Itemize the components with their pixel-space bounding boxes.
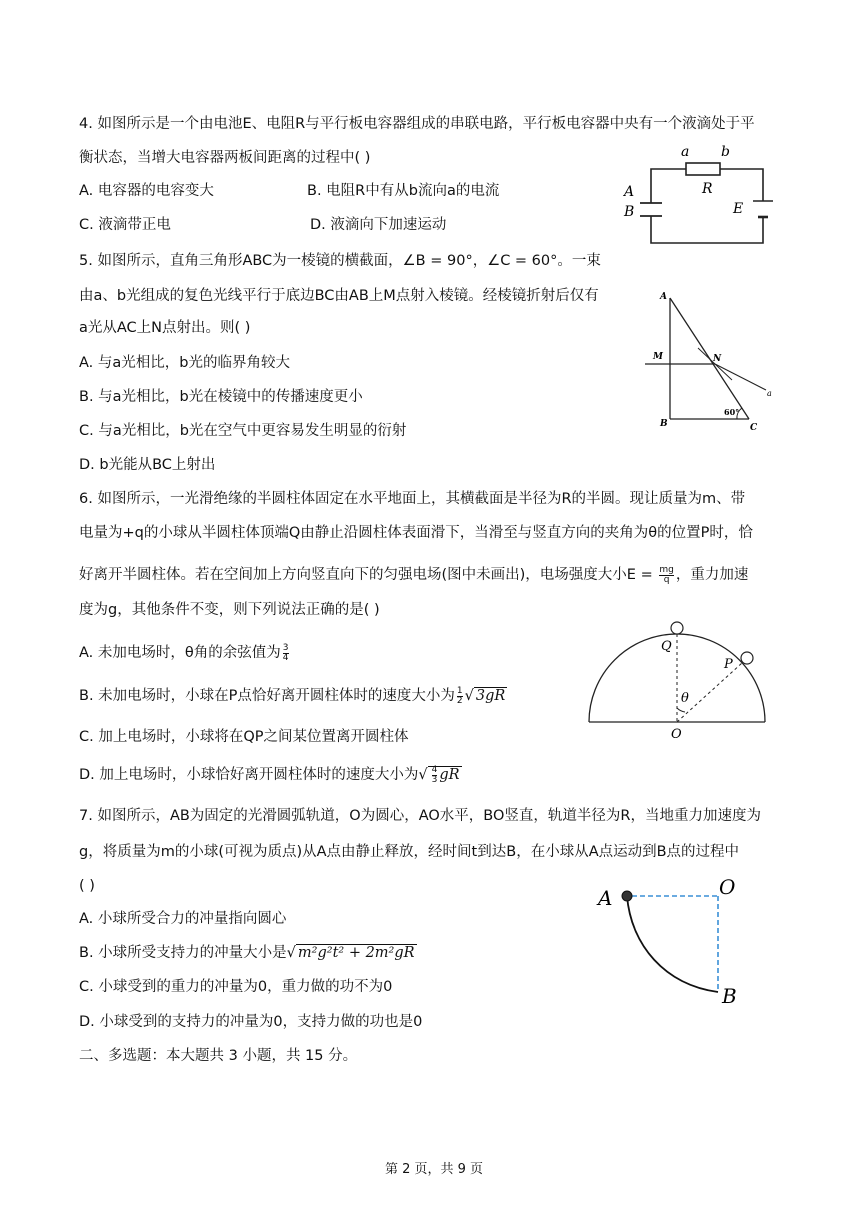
q4-option-a: A. 电容器的电容变大 — [79, 183, 214, 199]
q4-option-b: B. 电阻R中有从b流向a的电流 — [307, 183, 500, 199]
q4-circuit-diagram — [620, 140, 780, 248]
q6-option-b-radical: 3gR — [475, 688, 506, 704]
q5-option-c: C. 与a光相比，b光在空气中更容易发生明显的衍射 — [79, 423, 407, 439]
q5-label-c-vertex: C — [750, 423, 758, 433]
q5-option-a: A. 与a光相比，b光的临界角较大 — [79, 355, 290, 371]
q7-option-c: C. 小球受到的重力的冲量为0，重力做的功不为0 — [79, 979, 393, 995]
q6-stem-line3-text: 好离开半圆柱体。若在空间加上方向竖直向下的匀强电场(图中未画出)，电场强度大小E = — [79, 567, 658, 583]
q5-label-m: M — [653, 352, 663, 362]
q6-stem-line4: 度为g，其他条件不变，则下列说法正确的是( ) — [79, 602, 380, 618]
q7-label-o: O — [719, 875, 736, 899]
q6-option-c: C. 加上电场时，小球将在QP之间某位置离开圆柱体 — [79, 729, 409, 745]
q7-option-a: A. 小球所受合力的冲量指向圆心 — [79, 911, 287, 927]
q4-stem-line1: 4. 如图所示是一个由电池E、电阻R与平行板电容器组成的串联电路，平行板电容器中央有一个液滴处于平 — [79, 116, 755, 132]
q4-option-d: D. 液滴向下加速运动 — [310, 217, 447, 233]
q7-option-d: D. 小球受到的支持力的冲量为0，支持力做的功也是0 — [79, 1014, 423, 1030]
q7-option-b-radical: m²g²t² + 2m²gR — [297, 945, 415, 961]
q6-field-fraction: $\frac{mg}{q}$ — [659, 564, 674, 585]
q6-label-p: P — [724, 657, 733, 672]
q5-label-angle: 60° — [724, 407, 740, 417]
q4-option-c: C. 液滴带正电 — [79, 217, 171, 233]
q7-option-b: B. 小球所受支持力的冲量大小是√ m²g²t² + 2m²gR — [79, 945, 415, 961]
q6-option-b: B. 未加电场时，小球在P点恰好离开圆柱体时的速度大小为 $\frac{1}{2}$ √ 3gR — [79, 685, 506, 706]
q4-label-b: b — [721, 144, 730, 160]
q7-label-a: A — [598, 886, 613, 910]
q5-prism-diagram — [640, 285, 780, 435]
q7-arc-diagram — [593, 873, 753, 1013]
q5-option-d: D. b光能从BC上射出 — [79, 457, 216, 473]
q7-stem-line3: ( ) — [79, 878, 95, 894]
q5-label-b-vertex: B — [660, 419, 668, 429]
q6-label-o: O — [671, 727, 682, 742]
q6-label-q: Q — [661, 639, 672, 654]
q6-stem-line2: 电量为+q的小球从半圆柱体顶端Q由静止沿圆柱体表面滑下，当滑至与竖直方向的夹角为θ的位置P时，恰 — [79, 525, 753, 541]
q5-stem-line3: a光从AC上N点射出。则( ) — [79, 320, 251, 336]
q6-option-b-fraction: $\frac{1}{2}$ — [456, 685, 463, 706]
q6-label-theta: θ — [681, 691, 689, 706]
q4-label-plate-a: A — [624, 184, 635, 200]
section-heading: 二、多选题：本大题共 3 小题，共 15 分。 — [79, 1048, 358, 1064]
q4-label-a: a — [681, 144, 690, 160]
q4-label-plate-b: B — [624, 204, 635, 220]
q4-label-r: R — [702, 181, 713, 197]
q6-semicircle-diagram — [585, 620, 785, 745]
q7-stem-line2: g，将质量为m的小球(可视为质点)从A点由静止释放，经时间t到达B，在小球从A点运动到B点的过程中 — [79, 844, 740, 860]
q6-stem-line3 — [79, 565, 748, 585]
q5-label-a-vertex: A — [660, 292, 667, 302]
q6-stem-line3-tail: ，重力加速 — [675, 567, 749, 583]
q6-option-d: D. 加上电场时，小球恰好离开圆柱体时的速度大小为√ $\frac{4}{3}$ gR — [79, 764, 460, 785]
q5-stem-line1: 5. 如图所示，直角三角形ABC为一棱镜的横截面，∠B = 90°，∠C = 60°。一束 — [79, 253, 601, 269]
q4-stem-line2: 衡状态，当增大电容器两板间距离的过程中( ) — [79, 150, 371, 166]
q5-label-ray-a: a — [767, 389, 772, 398]
q4-label-e: E — [733, 201, 744, 217]
q7-stem-line1: 7. 如图所示，AB为固定的光滑圆弧轨道，O为圆心，AO水平，BO竖直，轨道半径为R，当地重力加速度为 — [79, 808, 761, 824]
q6-option-a-fraction: $\frac{3}{4}$ — [282, 642, 289, 663]
q5-option-b: B. 与a光相比，b光在棱镜中的传播速度更小 — [79, 389, 363, 405]
q6-stem-line1: 6. 如图所示，一光滑绝缘的半圆柱体固定在水平地面上，其横截面是半径为R的半圆。现让质量为m、带 — [79, 491, 746, 507]
page-footer: 第 2 页，共 9 页 — [384, 1162, 484, 1177]
q6-option-d-radical: $\frac{4}{3}$ gR — [428, 766, 462, 783]
q7-label-b: B — [722, 984, 737, 1008]
q6-option-a: A. 未加电场时，θ角的余弦值为 $\frac{3}{4}$ — [79, 642, 289, 663]
q5-label-n: N — [713, 354, 722, 364]
q5-stem-line2: 由a、b光组成的复色光线平行于底边BC由AB上M点射入棱镜。经棱镜折射后仅有 — [79, 288, 599, 304]
